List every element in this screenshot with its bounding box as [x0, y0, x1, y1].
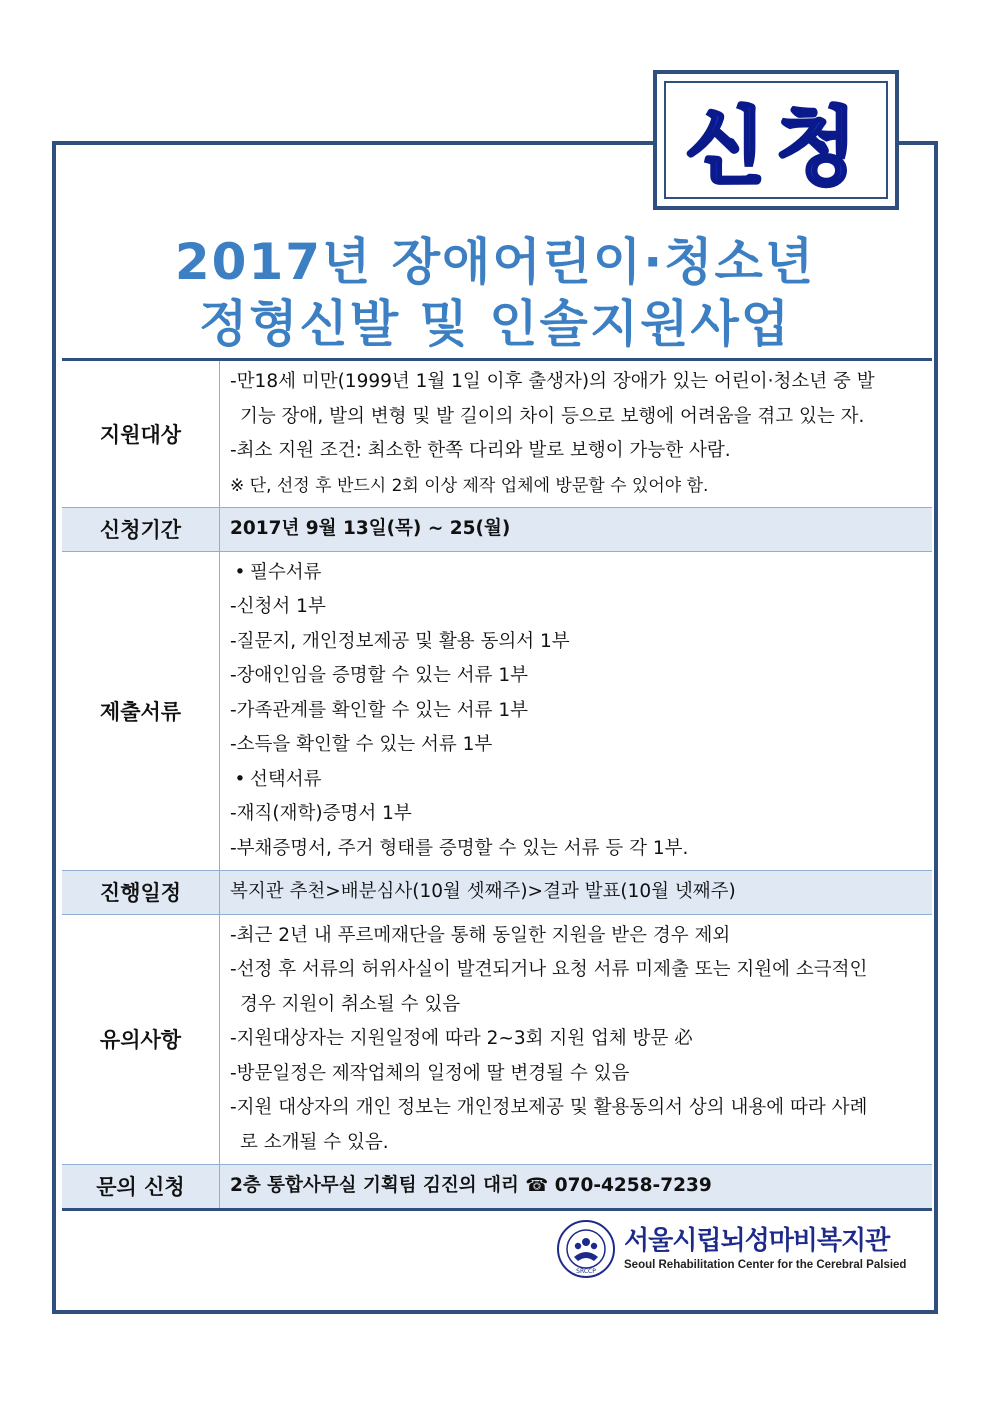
row-body-eligibility: [220, 360, 933, 508]
schedule-value: 복지관 추천>배분심사(10월 셋째주)>결과 발표(10월 넷째주): [230, 881, 736, 902]
page-title-line-1: 2017년 장애어린이·청소년: [174, 233, 816, 291]
row-contact: [62, 1165, 932, 1210]
notes-line: -지원대상자는 지원일정에 따라 2~3회 지원 업체 방문 必: [230, 1028, 693, 1049]
row-body-schedule: [220, 871, 933, 915]
row-body-contact: [220, 1165, 933, 1210]
documents-required-heading: • 필수서류: [230, 556, 928, 591]
notes-line: -최근 2년 내 푸르메재단을 통해 동일한 지원을 받은 경우 제외: [230, 924, 731, 946]
row-schedule: [62, 871, 932, 915]
documents-line: -질문지, 개인정보제공 및 활용 동의서 1부: [230, 630, 570, 652]
row-body-notes: [220, 914, 933, 1165]
documents-line: -장애인임을 증명할 수 있는 서류 1부: [230, 665, 529, 686]
row-header-contact: 문의 신청: [62, 1165, 220, 1210]
documents-line: -소득을 확인할 수 있는 서류 1부: [230, 734, 493, 755]
documents-line: -재직(재학)증명서 1부: [230, 803, 412, 824]
info-table: [62, 358, 932, 1211]
eligibility-note: ※ 단, 선정 후 반드시 2회 이상 제작 업체에 방문할 수 있어야 함.: [230, 475, 709, 496]
documents-line: -신청서 1부: [230, 596, 326, 617]
organization-seal-icon: [556, 1219, 616, 1279]
row-header-schedule: 진행일정: [62, 871, 220, 915]
notes-line: -지원 대상자의 개인 정보는 개인정보제공 및 활용동의서 상의 내용에 따라 사례: [230, 1097, 868, 1118]
row-header-notes: 유의사항: [62, 914, 220, 1165]
notes-line: -선정 후 서류의 허위사실이 발견되거나 요청 서류 미제출 또는 지원에 소극적인: [230, 959, 868, 980]
row-header-eligibility: 지원대상: [62, 360, 220, 508]
organization-name: [624, 1225, 906, 1273]
row-application-period: [62, 508, 932, 552]
row-eligibility: [62, 360, 932, 508]
notes-line: 경우 지원이 취소될 수 있음: [240, 993, 461, 1015]
apply-stamp-label: 신청: [664, 81, 888, 199]
documents-line: -가족관계를 확인할 수 있는 서류 1부: [230, 699, 529, 721]
row-documents: [62, 551, 932, 871]
row-header-documents: 제출서류: [62, 551, 220, 871]
application-period-value: 2017년 9월 13일(목) ~ 25(월): [230, 518, 511, 539]
notes-line: 로 소개될 수 있음.: [240, 1131, 389, 1153]
documents-optional-heading: • 선택서류: [230, 763, 928, 798]
seal-text: SRCCP: [576, 1268, 596, 1275]
contact-value: 2층 통합사무실 기획팀 김진의 대리 ☎ 070-4258-7239: [230, 1175, 712, 1196]
row-body-documents: [220, 551, 933, 871]
eligibility-line: -만18세 미만(1999년 1월 1일 이후 출생자)의 장애가 있는 어린이·청소년 중 발: [230, 371, 875, 392]
organization-name-en: Seoul Rehabilitation Center for the Cerebral Palsied: [624, 1259, 907, 1271]
organization-logo: [556, 1218, 936, 1280]
apply-stamp: [653, 70, 899, 210]
page-title-line-2: 정형신발 및 인솔지원사업: [198, 295, 792, 353]
row-header-application-period: 신청기간: [62, 508, 220, 552]
eligibility-line: -최소 지원 조건: 최소한 한쪽 다리와 발로 보행이 가능한 사람.: [230, 440, 731, 461]
organization-name-kr: 서울시립뇌성마비복지관: [624, 1226, 890, 1256]
row-body-application-period: [220, 508, 933, 552]
row-notes: [62, 914, 932, 1165]
documents-line: -부채증명서, 주거 형태를 증명할 수 있는 서류 등 각 1부.: [230, 837, 689, 859]
notes-line: -방문일정은 제작업체의 일정에 딸 변경될 수 있음: [230, 1062, 630, 1084]
eligibility-line: 기능 장애, 발의 변형 및 발 길이의 차이 등으로 보행에 어려움을 겪고 있는 자.: [240, 405, 865, 427]
